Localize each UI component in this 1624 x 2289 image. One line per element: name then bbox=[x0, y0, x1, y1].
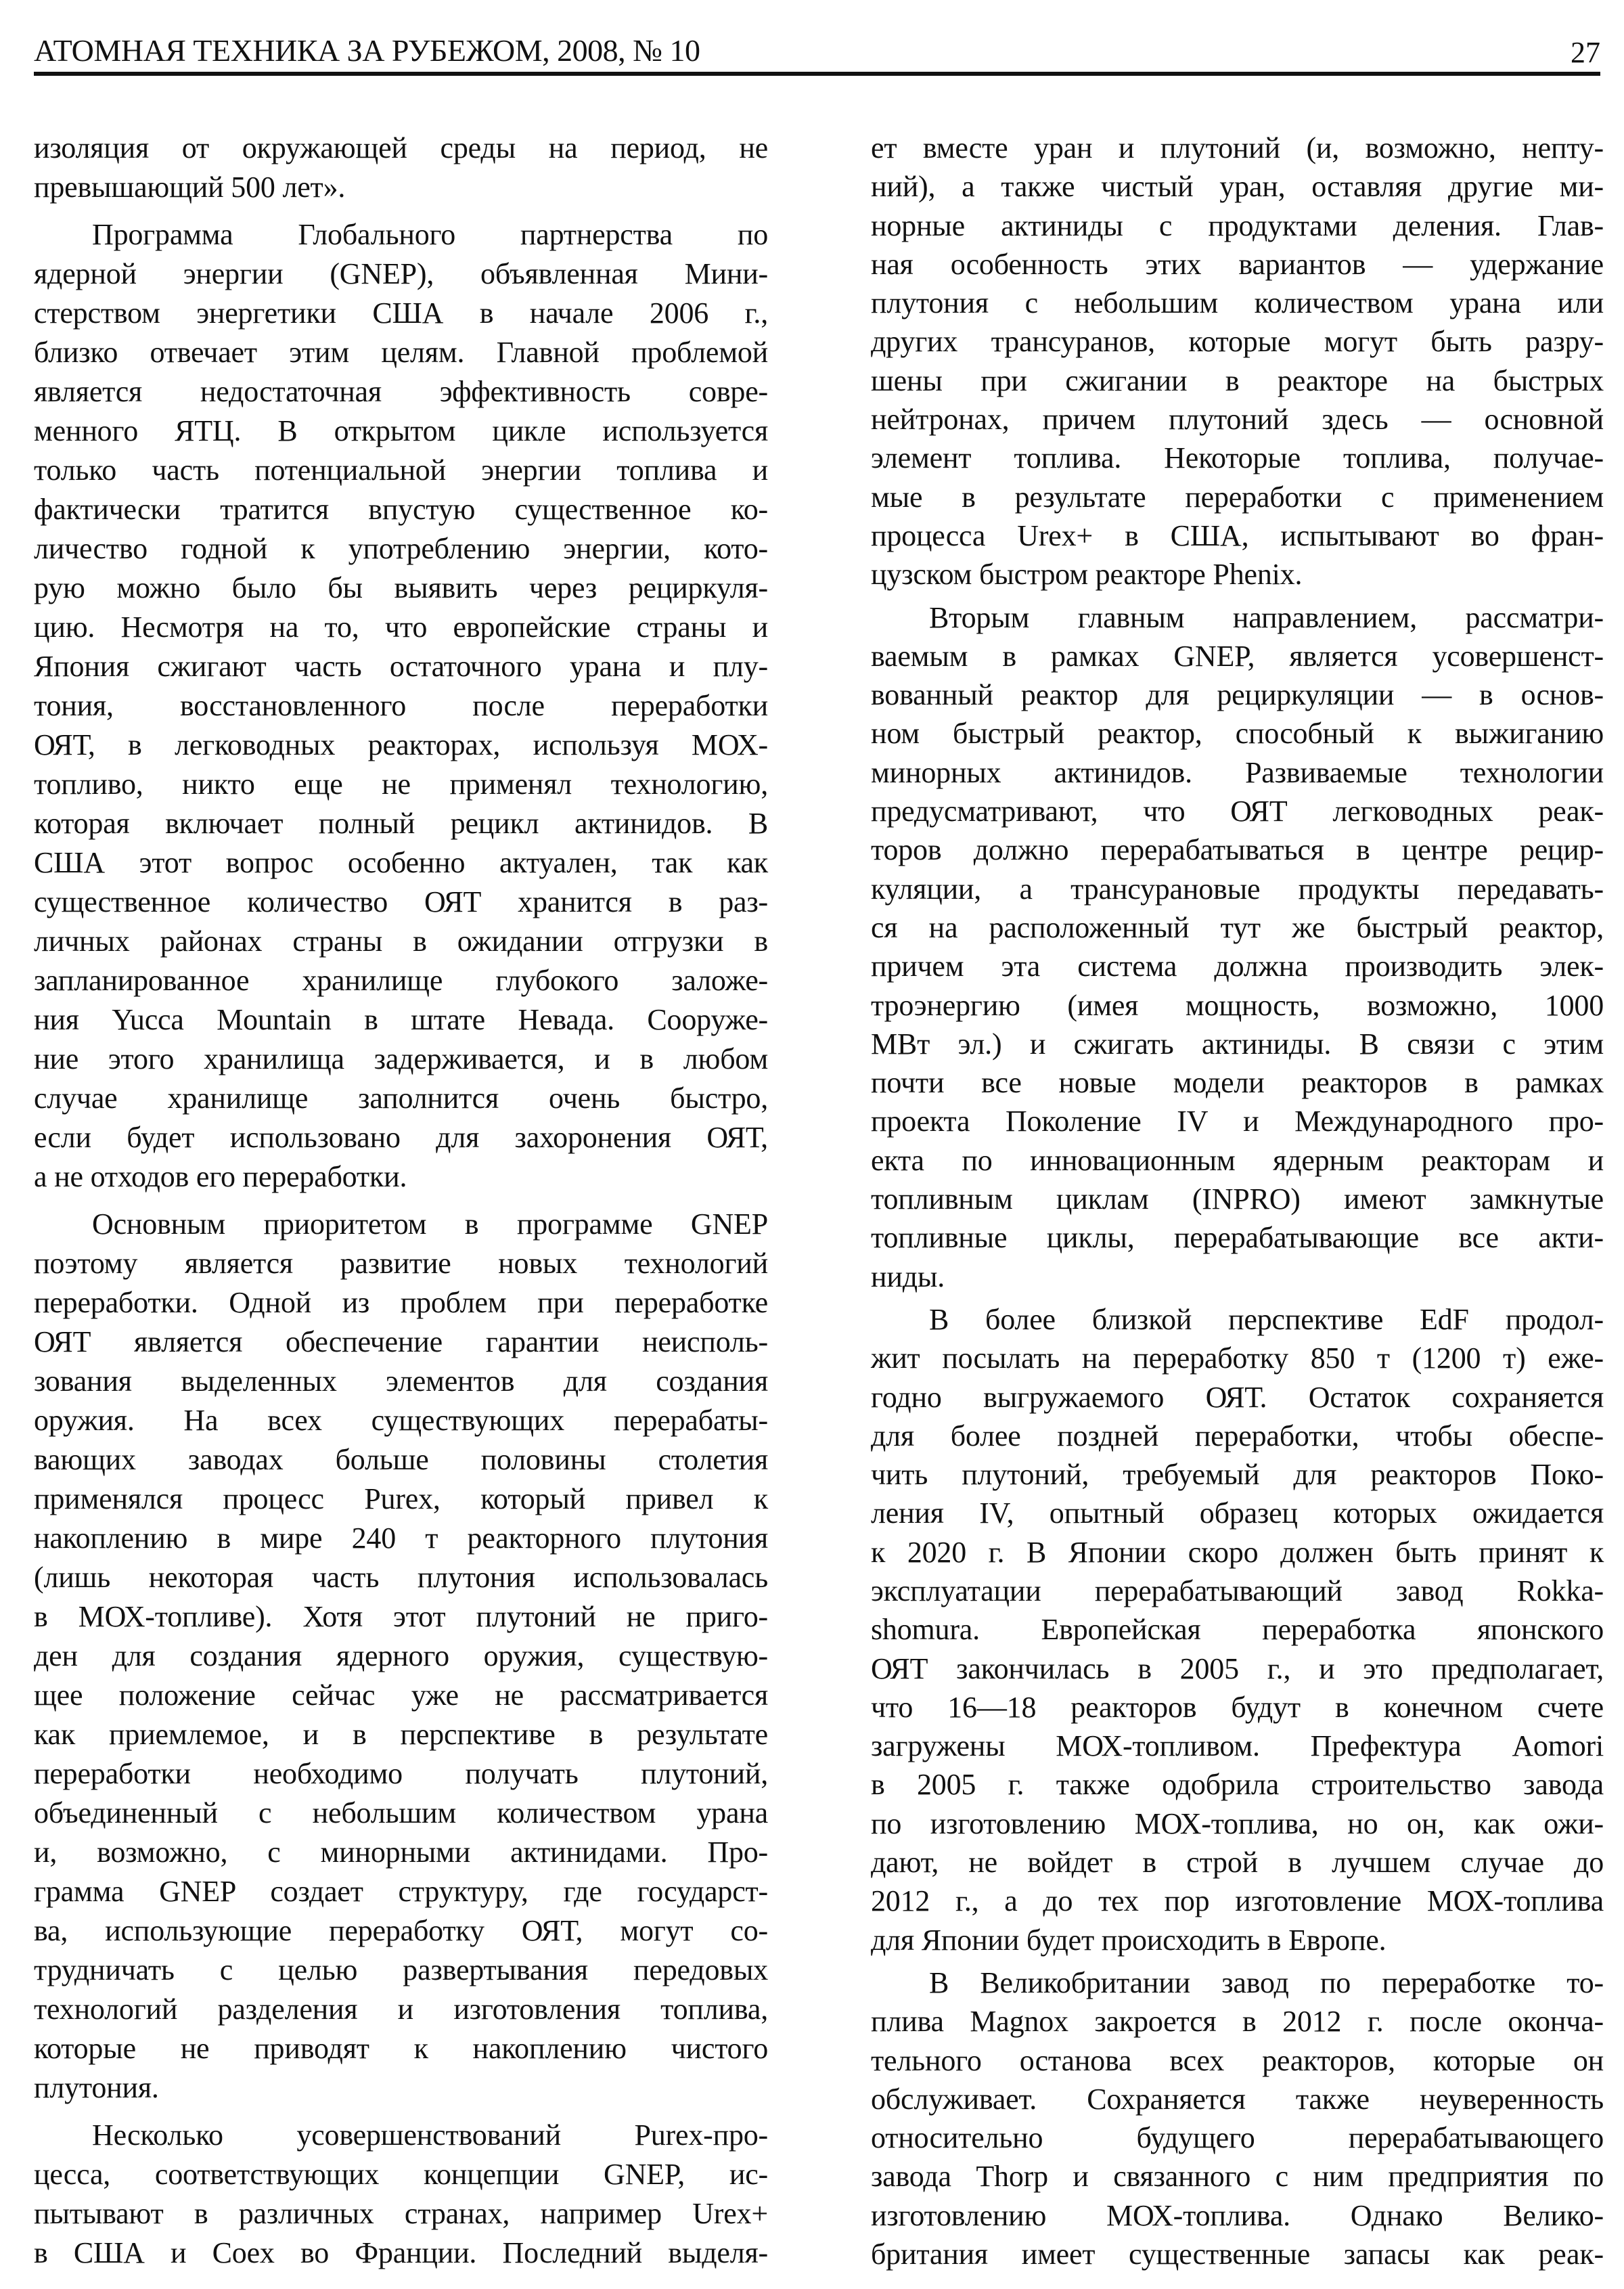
text-line: shomura. Европейская переработка японского bbox=[871, 1613, 1604, 1647]
text-line: плутония с небольшим количеством урана или bbox=[871, 286, 1604, 320]
text-line: эксплуатации перерабатывающий завод Rokka- bbox=[871, 1574, 1604, 1607]
text-line: екта по инновационным ядерным реакторам и bbox=[871, 1143, 1604, 1177]
text-line: личных районах страны в ожидании отгрузки в bbox=[34, 925, 768, 958]
text-line: куляции, а трансурановые продукты передавать- bbox=[871, 872, 1604, 906]
text-line: в МОХ-топливе). Хотя этот плутоний не приго- bbox=[34, 1600, 768, 1633]
text-line: зования выделенных элементов для создания bbox=[34, 1364, 768, 1398]
text-line: цузском быстром реакторе Phenix. bbox=[871, 558, 1303, 592]
text-line: существенное количество ОЯТ хранится в раз- bbox=[34, 885, 768, 918]
text-line: элемент топлива. Некоторые топлива, получае- bbox=[871, 441, 1604, 475]
text-line: вающих заводах больше половины столетия bbox=[34, 1443, 768, 1476]
text-line: накоплению в мире 240 т реакторного плутония bbox=[34, 1521, 768, 1555]
text-line: цию. Несмотря на то, что европейские страны и bbox=[34, 610, 768, 644]
text-line: ления IV, опытный образец которых ожидается bbox=[871, 1496, 1604, 1530]
text-line: обслуживает. Сохраняется также неуверенность bbox=[871, 2082, 1604, 2116]
text-line: дают, не войдет в строй в лучшем случае до bbox=[871, 1846, 1604, 1880]
text-line: других трансуранов, которые могут быть разру- bbox=[871, 325, 1604, 359]
text-line: (лишь некоторая часть плутония использовалась bbox=[34, 1561, 768, 1594]
text-line: как приемлемое, и в перспективе в результате bbox=[34, 1718, 768, 1751]
text-line: ваемым в рамках GNEP, является усовершенст- bbox=[871, 639, 1604, 673]
text-line: топливо, никто еще не применял технологию, bbox=[34, 768, 768, 801]
journal-title: АТОМНАЯ ТЕХНИКА ЗА РУБЕЖОМ, 2008, № 10 bbox=[34, 33, 700, 68]
text-line: мые в результате переработки с применением bbox=[871, 480, 1604, 514]
text-line: Основным приоритетом в программе GNEP bbox=[92, 1207, 768, 1241]
text-line: для более поздней переработки, чтобы обеспе- bbox=[871, 1419, 1604, 1452]
text-line: технологий разделения и изготовления топлива, bbox=[34, 1993, 768, 2026]
text-line: ний), а также чистый уран, оставляя другие ми- bbox=[871, 170, 1604, 204]
text-line: по изготовлению МОХ-топлива, но он, как ожи- bbox=[871, 1806, 1604, 1840]
text-line: троэнергию (имея мощность, возможно, 1000 bbox=[871, 988, 1604, 1022]
text-line: предусматривают, что ОЯТ легководных реак- bbox=[871, 795, 1604, 828]
paragraph bbox=[34, 215, 768, 1197]
page-number: 27 bbox=[1571, 36, 1600, 69]
text-line: процесса Urex+ в США, испытывают во фран- bbox=[871, 518, 1604, 552]
text-line: к 2020 г. В Японии скоро должен быть принят к bbox=[871, 1535, 1604, 1569]
text-line: торов должно перерабатываться в центре рецир- bbox=[871, 833, 1604, 867]
text-line: МВт эл.) и сжигать актиниды. В связи с этим bbox=[871, 1027, 1604, 1061]
text-line: переработки. Одной из проблем при переработке bbox=[34, 1286, 768, 1319]
text-line: ядерной энергии (GNEP), объявленная Мини- bbox=[34, 257, 768, 290]
text-line: фактически тратится впустую существенное ко- bbox=[34, 493, 768, 526]
text-line: применялся процесс Purex, который привел к bbox=[34, 1482, 768, 1515]
text-line: и, возможно, с минорными актинидами. Про- bbox=[34, 1836, 768, 1869]
text-line: которые не приводят к накоплению чистого bbox=[34, 2032, 768, 2065]
text-line: ОЯТ, в легководных реакторах, используя МОХ- bbox=[34, 728, 768, 761]
text-line: ниды. bbox=[871, 1260, 945, 1293]
column-right bbox=[871, 129, 1604, 2277]
text-line: которая включает полный рецикл актинидов. В bbox=[34, 807, 768, 840]
text-line: личество годной к употреблению энергии, кото- bbox=[34, 532, 768, 565]
text-line: Япония сжигают часть остаточного урана и плу- bbox=[34, 650, 768, 683]
text-line: трудничать с целью развертывания передовых bbox=[34, 1953, 768, 1986]
text-line: норные актиниды с продуктами деления. Глав- bbox=[871, 208, 1604, 242]
text-line: Вторым главным направлением, рассматри- bbox=[929, 600, 1604, 634]
text-line: если будет использовано для захоронения ОЯТ, bbox=[34, 1121, 768, 1154]
column-left bbox=[34, 129, 768, 2281]
text-line: в 2005 г. также одобрила строительство завода bbox=[871, 1768, 1604, 1802]
running-header bbox=[34, 32, 1600, 73]
paragraph bbox=[34, 129, 768, 207]
text-line: В более близкой перспективе EdF продол- bbox=[929, 1302, 1604, 1336]
text-line: ОЯТ является обеспечение гарантии неисполь- bbox=[34, 1325, 768, 1358]
text-line: плива Magnox закроется в 2012 г. после оконча- bbox=[871, 2005, 1604, 2039]
text-line: плутония. bbox=[34, 2071, 159, 2104]
text-line: изоляция от окружающей среды на период, не bbox=[34, 131, 768, 164]
text-line: топливные циклы, перерабатывающие все акти- bbox=[871, 1221, 1604, 1255]
text-line: В Великобритании завод по переработке то- bbox=[929, 1965, 1604, 1999]
text-line: щее положение сейчас уже не рассматривается bbox=[34, 1679, 768, 1712]
text-line: ден для создания ядерного оружия, существую- bbox=[34, 1639, 768, 1672]
text-line: 2012 г., а до тех пор изготовление МОХ-топлива bbox=[871, 1884, 1604, 1918]
text-line: превышающий 500 лет». bbox=[34, 171, 346, 204]
text-line: запланированное хранилище глубокого заложе- bbox=[34, 964, 768, 997]
text-line: ся на расположенный тут же быстрый реактор, bbox=[871, 910, 1604, 944]
text-line: стерством энергетики США в начале 2006 г., bbox=[34, 296, 768, 330]
text-line: чить плутоний, требуемый для реакторов Поко- bbox=[871, 1458, 1604, 1492]
text-line: переработки необходимо получать плутоний, bbox=[34, 1757, 768, 1790]
text-line: ния Yucca Mountain в штате Невада. Сооруже- bbox=[34, 1003, 768, 1036]
text-line: завода Thorp и связанного с ним предприятия по bbox=[871, 2160, 1604, 2194]
paragraph bbox=[871, 1963, 1604, 2273]
text-line: поэтому является развитие новых технологий bbox=[34, 1247, 768, 1280]
text-line: относительно будущего перерабатывающего bbox=[871, 2121, 1604, 2155]
text-line: почти все новые модели реакторов в рамках bbox=[871, 1066, 1604, 1100]
text-line: что 16—18 реакторов будут в конечном счете bbox=[871, 1690, 1604, 1724]
text-line: ет вместе уран и плутоний (и, возможно, непту- bbox=[871, 131, 1604, 164]
text-line: нейтронах, причем плутоний здесь — основной bbox=[871, 403, 1604, 437]
text-line: британия имеет существенные запасы как реак- bbox=[871, 2238, 1604, 2271]
text-line: случае хранилище заполнится очень быстро, bbox=[34, 1082, 768, 1115]
text-line: менного ЯТЦ. В открытом цикле используется bbox=[34, 414, 768, 447]
text-line: жит посылать на переработку 850 т (1200 т) еже- bbox=[871, 1341, 1604, 1375]
text-line: загружены МОХ-топливом. Префектура Aomori bbox=[871, 1729, 1604, 1763]
text-line: годно выгружаемого ОЯТ. Остаток сохраняется bbox=[871, 1380, 1604, 1414]
paragraph bbox=[871, 129, 1604, 594]
header-rule bbox=[34, 72, 1600, 76]
text-line: США этот вопрос особенно актуален, так как bbox=[34, 846, 768, 879]
text-line: минорных актинидов. Развиваемые технологии bbox=[871, 755, 1604, 789]
paragraph bbox=[871, 598, 1604, 1296]
text-line: для Японии будет происходить в Европе. bbox=[871, 1923, 1386, 1957]
text-line: Несколько усовершенствований Purex-про- bbox=[92, 2118, 768, 2152]
text-line: объединенный с небольшим количеством урана bbox=[34, 1796, 768, 1829]
text-line: в США и Coex во Франции. Последний выделя- bbox=[34, 2236, 768, 2269]
text-line: грамма GNEP создает структуру, где государст- bbox=[34, 1875, 768, 1908]
paragraph bbox=[871, 1300, 1604, 1959]
text-line: причем эта система должна производить элек- bbox=[871, 950, 1604, 983]
text-line: Программа Глобального партнерства по bbox=[92, 218, 768, 251]
text-line: пытывают в различных странах, например Urex+ bbox=[34, 2197, 768, 2230]
text-line: топливным циклам (INPRO) имеют замкнутые bbox=[871, 1182, 1604, 1216]
text-line: тельного останова всех реакторов, которые он bbox=[871, 2043, 1604, 2077]
text-line: проекта Поколение IV и Международного про- bbox=[871, 1105, 1604, 1138]
paragraph bbox=[34, 1205, 768, 2108]
text-line: изготовлению МОХ-топлива. Однако Велико- bbox=[871, 2198, 1604, 2232]
text-line: вованный реактор для рециркуляции — в основ- bbox=[871, 678, 1604, 712]
text-line: близко отвечает этим целям. Главной проблемой bbox=[34, 336, 768, 369]
text-line: ние этого хранилища задерживается, и в любом bbox=[34, 1042, 768, 1075]
text-line: только часть потенциальной энергии топлива и bbox=[34, 453, 768, 487]
text-line: тония, восстановленного после переработки bbox=[34, 689, 768, 722]
text-line: является недостаточная эффективность совре- bbox=[34, 375, 768, 408]
text-line: ная особенность этих вариантов — удержание bbox=[871, 247, 1604, 281]
text-line: рую можно было бы выявить через рециркуля- bbox=[34, 571, 768, 604]
text-line: ном быстрый реактор, способный к выжиганию bbox=[871, 717, 1604, 751]
text-line: а не отходов его переработки. bbox=[34, 1160, 407, 1193]
text-line: ОЯТ закончилась в 2005 г., и это предполагает, bbox=[871, 1651, 1604, 1685]
text-line: ва, использующие переработку ОЯТ, могут со- bbox=[34, 1914, 768, 1947]
text-line: шены при сжигании в реакторе на быстрых bbox=[871, 363, 1604, 397]
text-line: цесса, соответствующих концепции GNEP, ис- bbox=[34, 2158, 768, 2191]
paragraph bbox=[34, 2116, 768, 2273]
text-line: оружия. На всех существующих перерабаты- bbox=[34, 1404, 768, 1437]
